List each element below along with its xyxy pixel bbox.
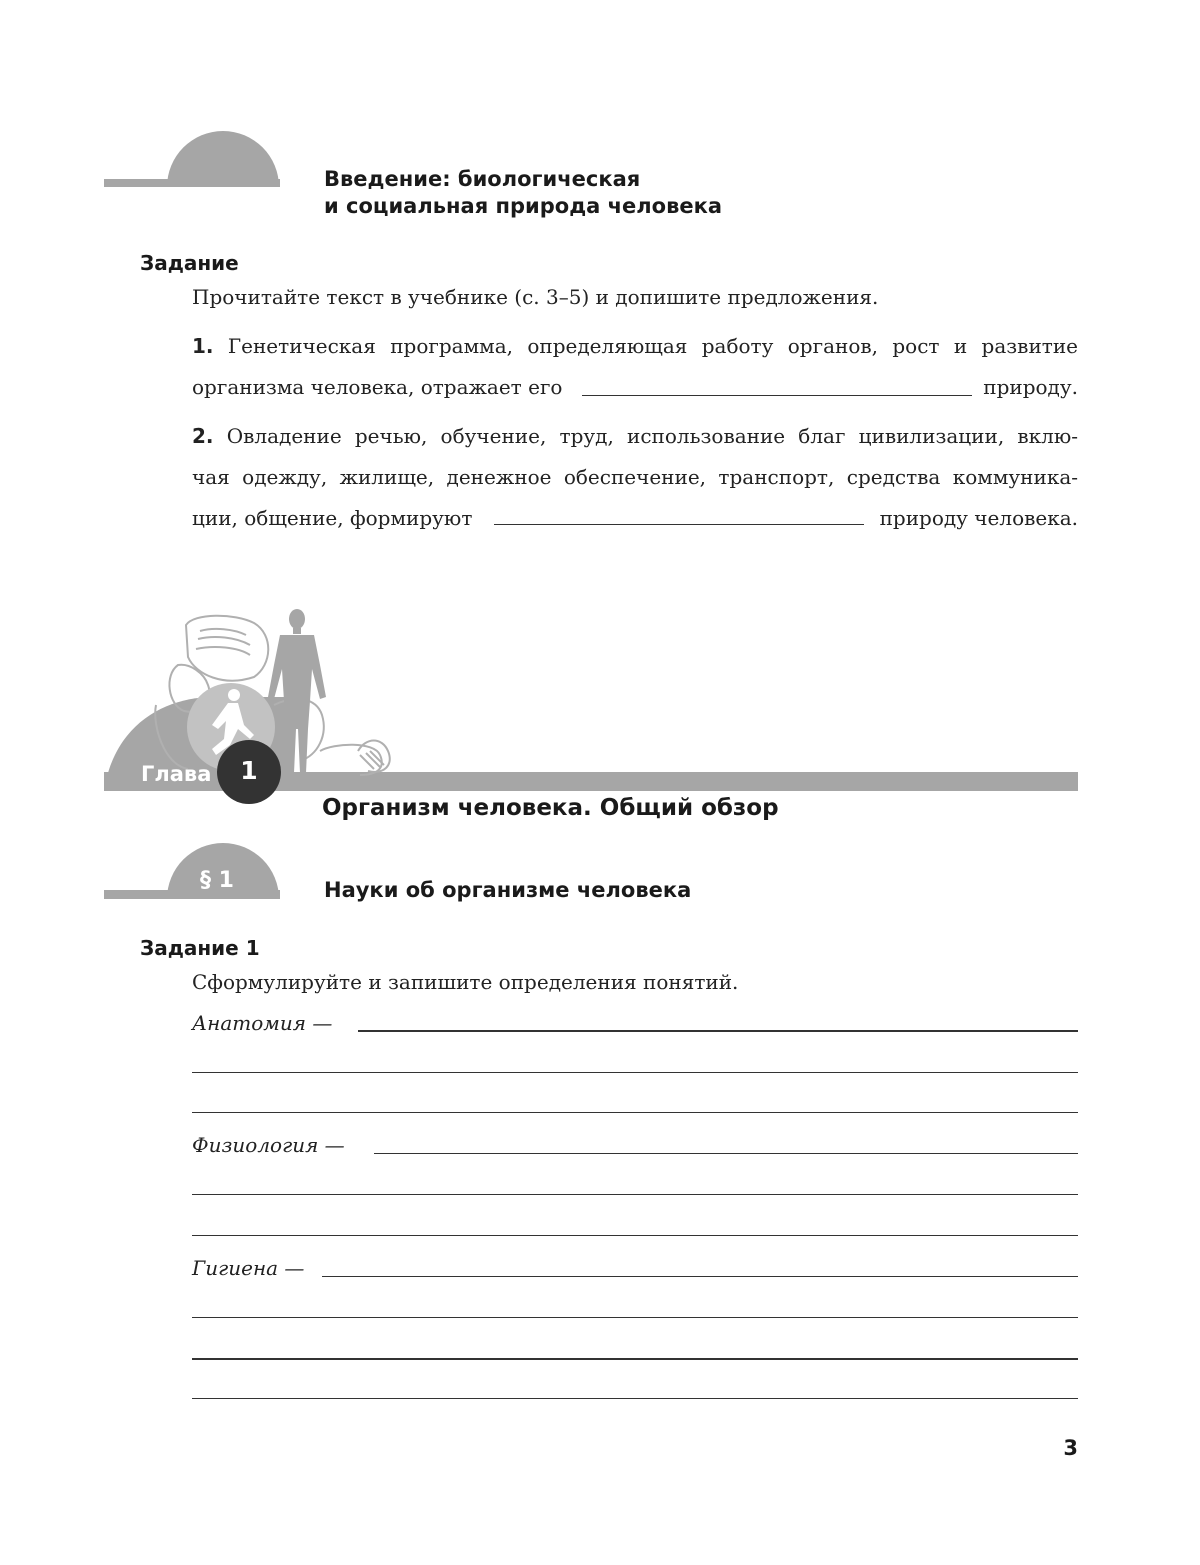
page-number: 3 — [1063, 1436, 1078, 1460]
term-hygiene: Гигиена — — [192, 1256, 305, 1280]
hygiene-answer-line-1[interactable] — [322, 1276, 1078, 1277]
intro-title — [324, 166, 722, 220]
task-heading: Задание — [140, 251, 239, 275]
physiology-answer-line-2[interactable] — [192, 1194, 1078, 1195]
hygiene-answer-line-4[interactable] — [192, 1398, 1078, 1399]
term-anatomy: Анатомия — — [192, 1011, 333, 1035]
hygiene-answer-line-3[interactable] — [192, 1358, 1078, 1360]
task-instruction: Прочитайте текст в учебнике (с. 3–5) и допишите предложения. — [192, 285, 879, 309]
section-badge: § 1 — [200, 868, 234, 893]
item1-line1 — [192, 334, 1078, 358]
section-title: Науки об организме человека — [324, 878, 692, 902]
physiology-answer-line-1[interactable] — [374, 1153, 1078, 1154]
intro-title-line1: Введение: биологическая — [324, 167, 641, 191]
hygiene-answer-line-2[interactable] — [192, 1317, 1078, 1318]
task1-instruction: Сформулируйте и запишите определения понятий. — [192, 970, 739, 994]
anatomy-answer-line-3[interactable] — [192, 1112, 1078, 1113]
section-header-graphic — [104, 840, 284, 902]
item1-text-line1: Генетическая программа, определяющая работу органов, рост и развитие — [227, 334, 1078, 358]
item2-line1 — [192, 424, 1078, 448]
item2-number: 2. — [192, 424, 214, 448]
term-physiology: Физиология — — [192, 1133, 345, 1157]
task1-heading: Задание 1 — [140, 936, 260, 960]
chapter-label: Глава — [141, 762, 212, 786]
item2-line3-end: природу человека. — [879, 506, 1078, 530]
item2-answer-blank[interactable] — [494, 524, 864, 525]
intro-title-line2: и социальная природа человека — [324, 194, 723, 218]
anatomy-answer-line-1[interactable] — [358, 1030, 1078, 1032]
item2-text-line1: Овладение речью, обучение, труд, использование благ цивилизации, вклю- — [226, 424, 1078, 448]
item2-line3-start: ции, общение, формируют — [192, 506, 473, 530]
item2-line2: чая одежду, жилище, денежное обеспечение, транспорт, средства коммуника- — [192, 465, 1078, 489]
physiology-answer-line-3[interactable] — [192, 1235, 1078, 1236]
item1-answer-blank[interactable] — [582, 395, 972, 396]
intro-header-graphic — [104, 130, 284, 190]
chapter-title: Организм человека. Общий обзор — [322, 795, 779, 821]
item1-line2-start: организма человека, отражает его — [192, 375, 563, 399]
item1-number: 1. — [192, 334, 214, 358]
chapter-number: 1 — [240, 756, 258, 785]
anatomy-answer-line-2[interactable] — [192, 1072, 1078, 1073]
item1-line2-end: природу. — [983, 375, 1078, 399]
